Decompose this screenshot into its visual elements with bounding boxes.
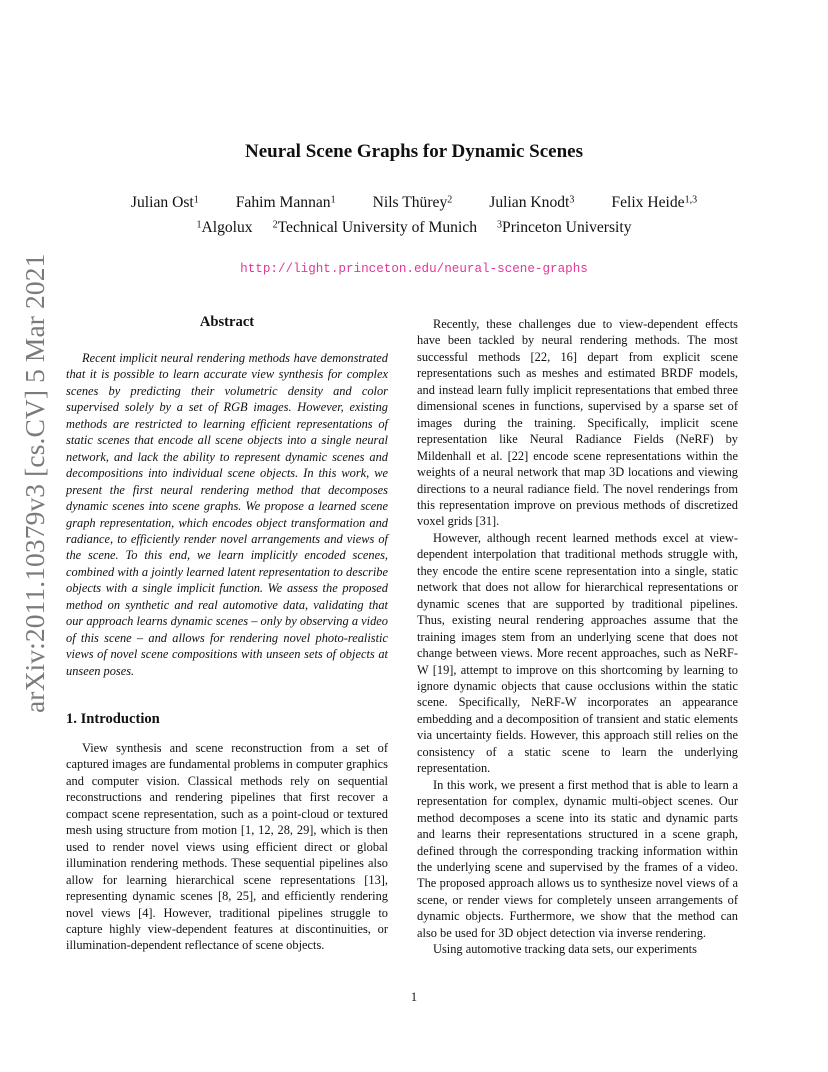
body-paragraph: Using automotive tracking data sets, our experiments <box>433 942 697 957</box>
body-paragraph: View synthesis and scene reconstruction from a set of captured images are fundamental problems in computer graphics and computer vision. Classical methods rely on sequential reconstructions and rendering pipelines that first recover a compact scene representation, such as a point-cloud or textured mesh using structure from motion [1, 12, 28, 29], which is then used to render novel views using efficient direct or global illumination rendering methods. These sequential pipelines also allow for learning hierarchical scene representations [13], representing dynamic scenes [8, 25], and efficiently rendering novel views [4]. However, traditional pipelines struggle to capture highly view-dependent features at discontinuities, or illumination-dependent reflectance of scene objects. <box>66 741 388 953</box>
section-heading-introduction: 1. Introduction <box>66 711 160 727</box>
right-column <box>417 316 738 958</box>
arxiv-identifier: arXiv:2011.10379v3 [cs.CV] 5 Mar 2021 <box>19 253 50 713</box>
author: Julian Ost$^1$ <box>130 194 199 211</box>
abstract-heading: Abstract <box>199 314 255 330</box>
body-paragraph: However, although recent learned methods excel at view-dependent interpolation that traditional methods struggle with, they encode the entire scene representation into a single, static network that does not allow for hierarchical representations or dynamic scenes that are supported by traditional pipelines. Thus, existing neural rendering approaches assume that the training images stem from an underlying scene that does not change between views. More recent approaches, such as NeRF-W [19], attempt to improve on this shortcoming by learning to ignore dynamic objects that cause occlusions within the static scene. Specifically, NeRF-W incorporates an appearance embedding and a decomposition of transient and static elements via uncertainty fields. However, this approach still relies on the consistency of a static scene to learn the underlying representation. <box>417 530 738 776</box>
affiliation: $^3$Princeton University <box>497 219 632 236</box>
paper-title: Neural Scene Graphs for Dynamic Scenes <box>245 141 583 162</box>
affiliation: $^1$Algolux <box>196 219 253 236</box>
abstract-body <box>66 350 388 679</box>
author: Fahim Mannan$^1$ <box>235 194 336 211</box>
author: Julian Knodt$^3$ <box>489 194 575 211</box>
affiliation-list <box>0 219 828 237</box>
body-paragraph: Recently, these challenges due to view-dependent effects have been tackled by neural rendering methods. The most successful methods [22, 16] depart from explicit scene representations such as meshes and estimated BRDF models, and instead learn fully implicit representations that embed three dimensional scenes in functions, supervised by a sparse set of images during the training. Specifically, implicit scene representation like Neural Radiance Fields (NeRF) by Mildenhall et al. [22] encode scene representations within the weights of a neural network that map 3D locations and viewing directions to a neural radiance field. The novel renderings from this representation improve on previous methods of discretized voxel grids [31]. <box>417 317 738 529</box>
project-url-link[interactable]: http://light.princeton.edu/neural-scene-graphs <box>240 262 588 276</box>
body-paragraph: In this work, we present a first method that is able to learn a representation for complex, dynamic multi-object scenes. Our method decomposes a scene into its static and dynamic parts and learns their representations structured in a scene graph, defined through the corresponding tracking information within the underlying scene and supervised by the frames of a video. The proposed approach allows us to synthesize novel views of a scene, or render views for completely unseen arrangements of dynamic objects. Furthermore, we show that the method can also be used for 3D object detection via inverse rendering. <box>417 777 738 940</box>
affiliation: $^2$Technical University of Munich <box>272 219 478 236</box>
author: Felix Heide$^{1,3}$ <box>611 194 698 211</box>
author-list <box>0 194 828 212</box>
author: Nils Thürey$^2$ <box>372 194 453 211</box>
introduction-body <box>66 740 388 954</box>
page-number: 1 <box>410 990 418 1004</box>
abstract-paragraph: Recent implicit neural rendering methods have demonstrated that it is possible to learn accurate view synthesis for complex scenes by predicting their volumetric density and color supervised solely by a set of RGB images. However, existing methods are restricted to learning efficient representations of static scenes that encode all scene objects into a single neural network, and lack the ability to represent dynamic scenes and decompositions into individual scene objects. In this work, we present the first neural rendering method that decomposes dynamic scenes into scene graphs. We propose a learned scene graph representation, which encodes object transformation and radiance, to efficiently render novel arrangements and views of the scene. To this end, we learn implicitly encoded scenes, combined with a jointly learned latent representation to describe objects with a single implicit function. We assess the proposed method on synthetic and real automotive data, validating that our approach learns dynamic scenes – only by observing a video of this scene – and allows for rendering novel photo-realistic views of novel scene compositions with unseen sets of objects at unseen poses. <box>66 351 388 678</box>
